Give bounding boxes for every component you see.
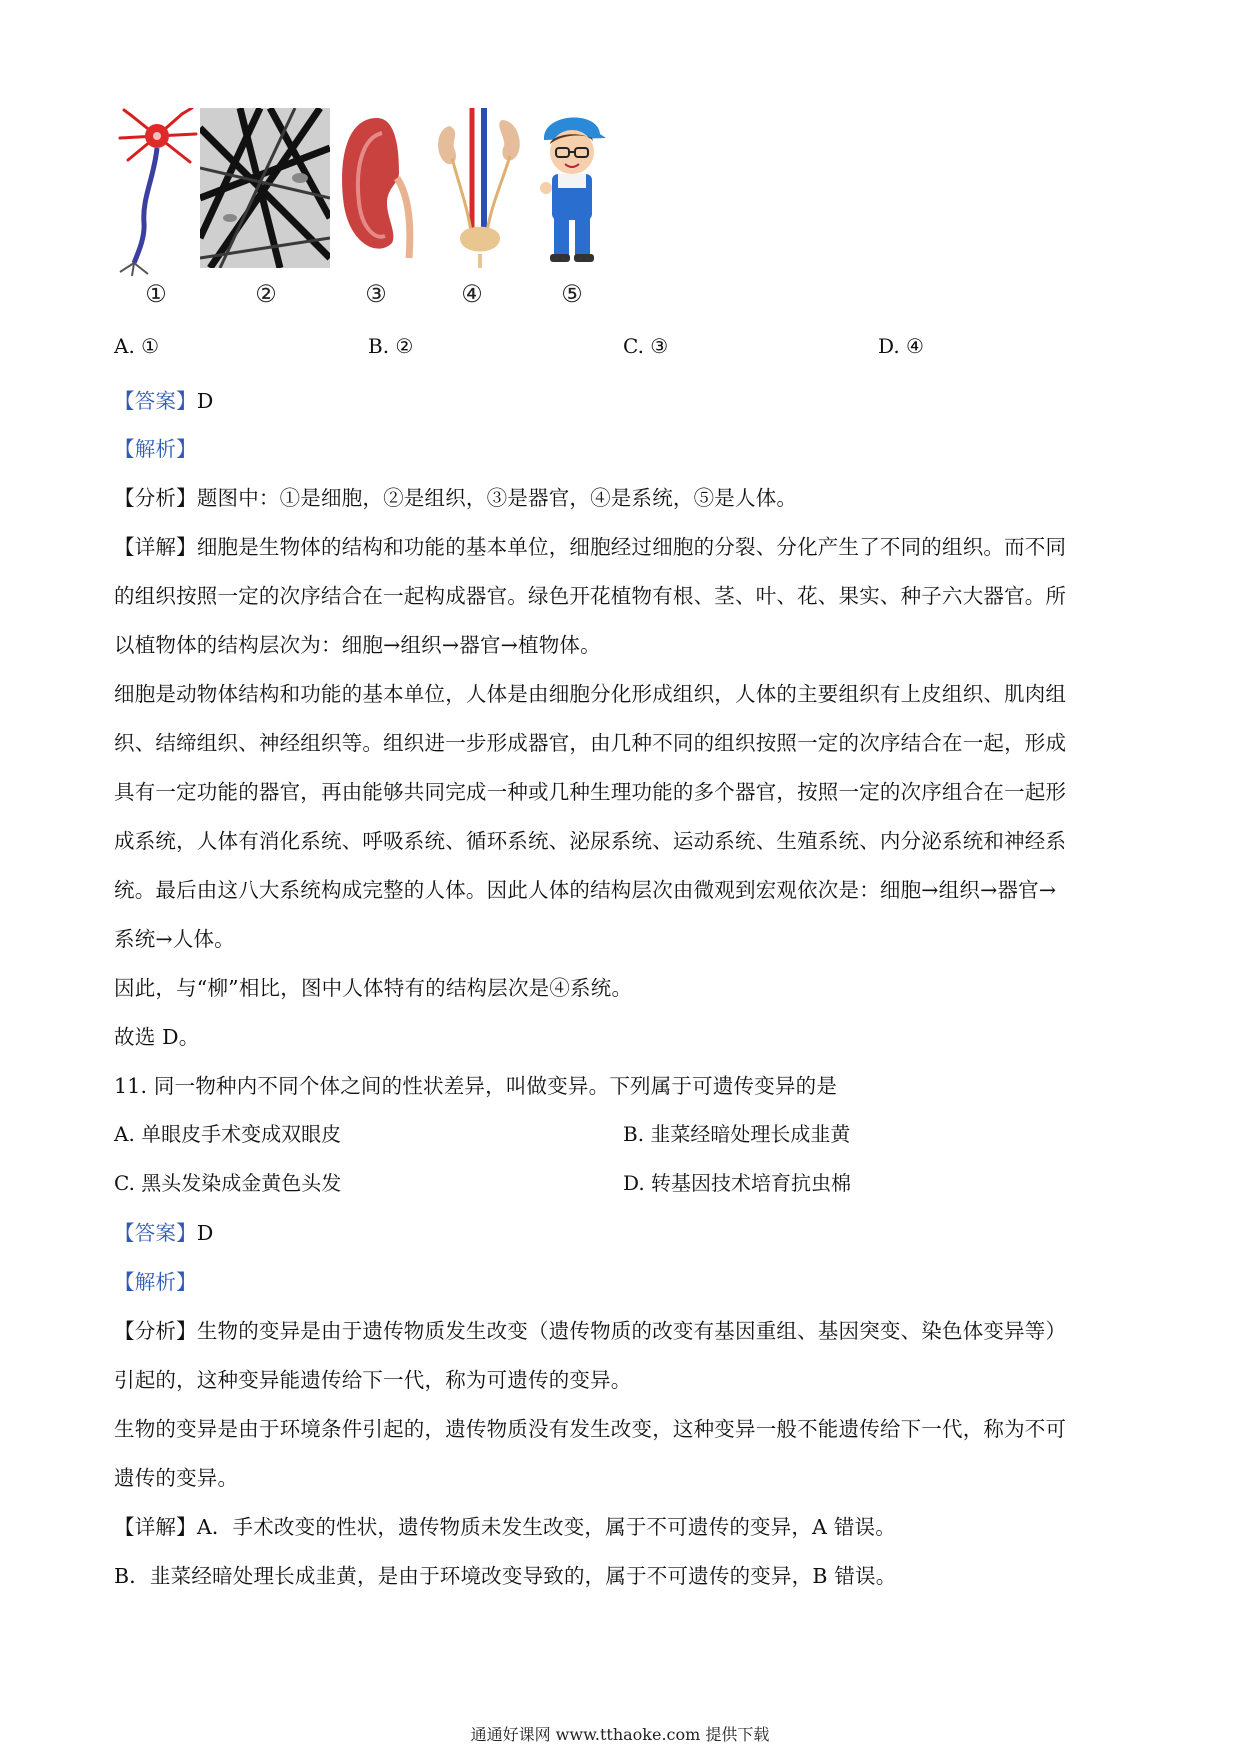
- q10-line-8: [114, 873, 1124, 903]
- q11-line-5: [114, 1559, 1124, 1589]
- q10-line-11: [114, 1020, 1124, 1050]
- answer-value: D: [196, 389, 214, 413]
- kidney-organ-icon: [337, 108, 417, 268]
- neuron-cell-icon: [112, 108, 202, 278]
- q11-line-0: [114, 1314, 1124, 1344]
- answer-tag: 【答案】: [114, 389, 197, 413]
- line-text: 题图中：①是细胞，②是组织，③是器官，④是系统，⑤是人体。: [196, 486, 798, 510]
- q10-line-2: [114, 579, 1124, 609]
- line-text: 系统→人体。: [114, 927, 235, 951]
- analysis-heading: [114, 432, 1124, 462]
- q11-option-a: A. 单眼皮手术变成双眼皮: [114, 1122, 342, 1146]
- analysis-tag: 【解析】: [114, 1270, 197, 1294]
- line-text: 细胞是生物体的结构和功能的基本单位，细胞经过细胞的分裂、分化产生了不同的组织。而不同: [196, 535, 1067, 559]
- q10-line-7: [114, 824, 1124, 854]
- q10-line-10: [114, 971, 1124, 1001]
- q10-line-4: [114, 677, 1124, 707]
- structure-levels-figure: [112, 108, 672, 308]
- line-tag: 【详解】: [114, 1515, 197, 1539]
- q10-line-9: [114, 922, 1124, 952]
- urinary-system-icon: [430, 108, 530, 268]
- q11-line-1: [114, 1363, 1124, 1393]
- q11-option-d: D. 转基因技术培育抗虫棉: [623, 1171, 852, 1195]
- line-text: 遗传的变异。: [114, 1466, 239, 1490]
- option-c: C. ③: [623, 334, 669, 358]
- q10-line-6: [114, 775, 1124, 805]
- q11-option-c: C. 黑头发染成金黄色头发: [114, 1171, 342, 1195]
- line-text: B．韭菜经暗处理长成韭黄，是由于环境改变导致的，属于不可遗传的变异，B 错误。: [114, 1564, 897, 1588]
- q11-option-b: B. 韭菜经暗处理长成韭黄: [623, 1122, 851, 1146]
- figure-label-1: ①: [145, 280, 167, 308]
- line-text: 因此，与“柳”相比，图中人体特有的结构层次是④系统。: [114, 976, 633, 1000]
- line-text: 故选 D。: [114, 1025, 200, 1049]
- q11-line-2: [114, 1412, 1124, 1442]
- figure-label-4: ④: [461, 280, 483, 308]
- q10-line-0: [114, 481, 1124, 511]
- figure-label-5: ⑤: [561, 280, 583, 308]
- q11-stem: 11. 同一物种内不同个体之间的性状差异，叫做变异。下列属于可遗传变异的是: [114, 1074, 838, 1098]
- line-text: 成系统，人体有消化系统、呼吸系统、循环系统、泌尿系统、运动系统、生殖系统、内分泌系统和神经系: [114, 829, 1067, 853]
- page-footer: 通通好课网 www.tthaoke.com 提供下载: [470, 1725, 770, 1744]
- line-text: 生物的变异是由于环境条件引起的，遗传物质没有发生改变，这种变异一般不能遗传给下一代，称为不可: [114, 1417, 1067, 1441]
- q11-answer-line: [114, 1216, 1124, 1246]
- line-text: 以植物体的结构层次为：细胞→组织→器官→植物体。: [114, 633, 601, 657]
- line-text: 具有一定功能的器官，再由能够共同完成一种或几种生理功能的多个器官，按照一定的次序组合在一起形: [114, 780, 1067, 804]
- q11-line-3: [114, 1461, 1124, 1491]
- option-a: A. ①: [114, 334, 160, 358]
- q10-line-3: [114, 628, 1124, 658]
- q11-line-4: [114, 1510, 1124, 1540]
- line-text: A．手术改变的性状，遗传物质未发生改变，属于不可遗传的变异，A 错误。: [196, 1515, 896, 1539]
- line-text: 的组织按照一定的次序结合在一起构成器官。绿色开花植物有根、茎、叶、花、果实、种子六大器官。所: [114, 584, 1067, 608]
- figure-label-2: ②: [255, 280, 277, 308]
- answer-tag: 【答案】: [114, 1221, 197, 1245]
- tissue-micrograph-icon: [200, 108, 330, 268]
- option-b: B. ②: [368, 334, 414, 358]
- line-text: 细胞是动物体结构和功能的基本单位，人体是由细胞分化形成组织，人体的主要组织有上皮组织、肌肉组: [114, 682, 1067, 706]
- line-text: 引起的，这种变异能遗传给下一代，称为可遗传的变异。: [114, 1368, 632, 1392]
- line-tag: 【分析】: [114, 486, 197, 510]
- q10-line-5: [114, 726, 1124, 756]
- line-text: 织、结缔组织、神经组织等。组织进一步形成器官，由几种不同的组织按照一定的次序结合在一起，形成: [114, 731, 1067, 755]
- line-tag: 【详解】: [114, 535, 197, 559]
- q10-line-1: [114, 530, 1124, 560]
- cartoon-boy-icon: [532, 108, 612, 268]
- figure-label-3: ③: [365, 280, 387, 308]
- line-text: 生物的变异是由于遗传物质发生改变（遗传物质的改变有基因重组、基因突变、染色体变异等）: [196, 1319, 1067, 1343]
- line-tag: 【分析】: [114, 1319, 197, 1343]
- answer-value: D: [196, 1221, 214, 1245]
- analysis-tag: 【解析】: [114, 437, 197, 461]
- q11-analysis-heading: [114, 1265, 1124, 1295]
- option-d: D. ④: [878, 334, 924, 358]
- line-text: 统。最后由这八大系统构成完整的人体。因此人体的结构层次由微观到宏观依次是：细胞→组织→器官→: [114, 878, 1057, 902]
- answer-line: [114, 384, 1124, 414]
